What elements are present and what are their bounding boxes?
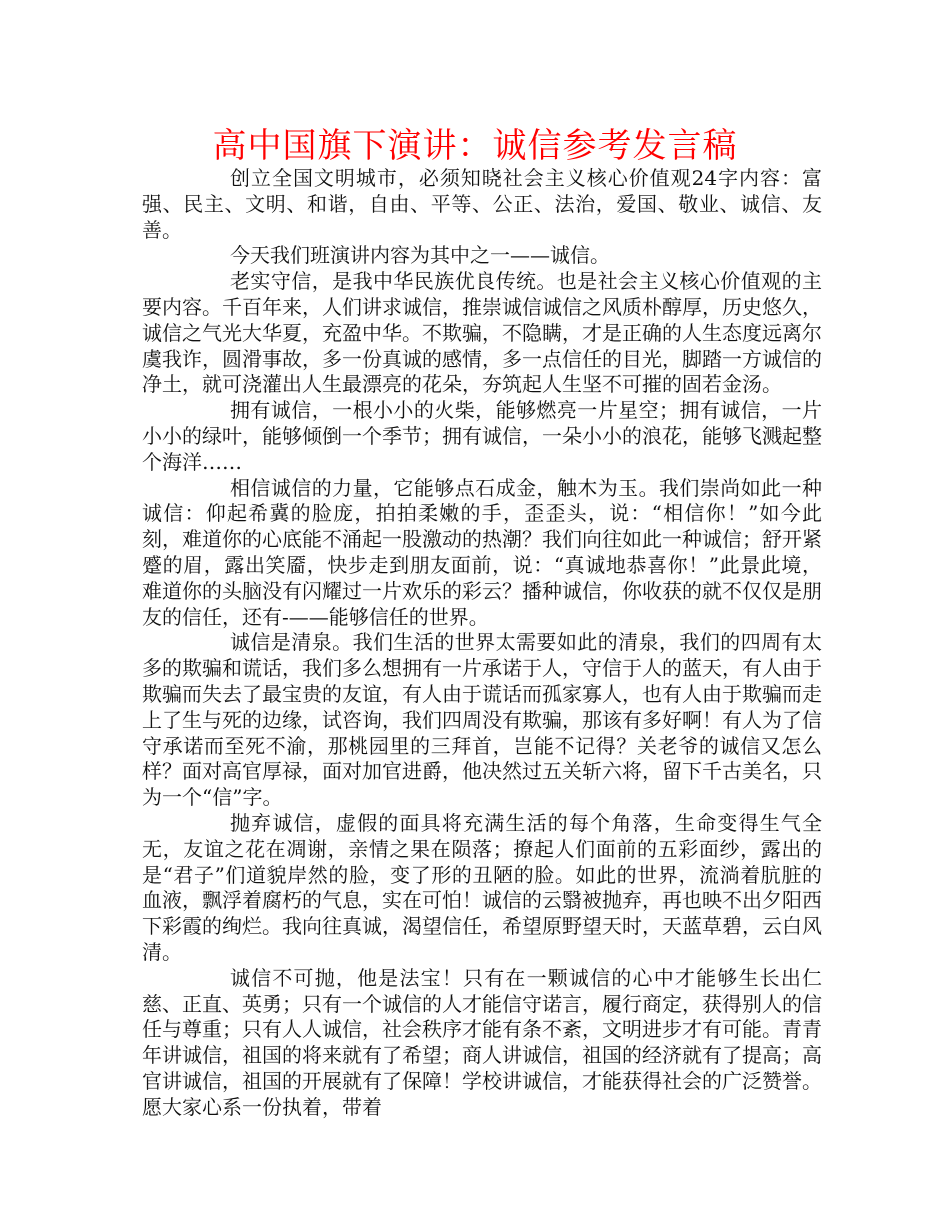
paragraph: 抛弃诚信，虚假的面具将充满生活的每个角落，生命变得生气全无，友谊之花在凋谢，亲情之果在陨落；撩起人们面前的五彩面纱，露出的是“君子”们道貌岸然的脸，变了形的丑陋的脸。如此的世界，流淌着肮脏的血液，飘浮着腐朽的气息，实在可怕！诚信的云翳被抛弃，再也映不出夕阳西下彩霞的绚烂。我向往真诚，渴望信任，希望原野望天时，天蓝草碧，云白风清。 (142, 810, 822, 964)
paragraph: 诚信不可抛，他是法宝！只有在一颗诚信的心中才能够生长出仁慈、正直、英勇；只有一个诚信的人才能信守诺言，履行商定，获得别人的信任与尊重；只有人人诚信，社会秩序才能有条不紊，文明进步才有可能。青青年讲诚信，祖国的将来就有了希望；商人讲诚信，祖国的经济就有了提高；高官讲诚信，祖国的开展就有了保障！学校讲诚信，才能获得社会的广泛赞誉。愿大家心系一份执着，带着 (142, 965, 822, 1119)
paragraph: 拥有诚信，一根小小的火柴，能够燃亮一片星空；拥有诚信，一片小小的绿叶，能够倾倒一个季节；拥有诚信，一朵小小的浪花，能够飞溅起整个海洋…… (142, 398, 822, 474)
paragraph: 相信诚信的力量，它能够点石成金，触木为玉。我们崇尚如此一种诚信：仰起希冀的脸庞，拍拍柔嫩的手，歪歪头，说：“相信你！”如今此刻，难道你的心底能不涌起一股激动的热潮？我们向往如此一种诚信；舒开紧蹙的眉，露出笑靥，快步走到朋友面前，说：“真诚地恭喜你！”此景此境，难道你的头脑没有闪耀过一片欢乐的彩云？播种诚信，你收获的就不仅仅是朋友的信任，还有-——能够信任的世界。 (142, 475, 822, 629)
page-title: 高中国旗下演讲：诚信参考发言稿 (212, 126, 738, 166)
paragraph: 老实守信，是我中华民族优良传统。也是社会主义核心价值观的主要内容。千百年来，人们讲求诚信，推崇诚信诚信之风质朴醇厚，历史悠久，诚信之气光大华夏，充盈中华。不欺骗，不隐瞒，才是正确的人生态度远离尔虞我诈，圆滑事故，多一份真诚的感情，多一点信任的目光，脚踏一方诚信的净土，就可浇灌出人生最漂亮的花朵，夯筑起人生坚不可摧的固若金汤。 (142, 269, 822, 397)
paragraph: 诚信是清泉。我们生活的世界太需要如此的清泉，我们的四周有太多的欺骗和谎话，我们多么想拥有一片承诺于人，守信于人的蓝天，有人由于欺骗而失去了最宝贵的友谊，有人由于谎话而孤家寡人，也有人由于欺骗而走上了生与死的边缘，试咨询，我们四周没有欺骗，那该有多好啊！有人为了信守承诺而至死不渝，那桃园里的三拜首，岂能不记得？关老爷的诚信又怎么样？面对高官厚禄，面对加官进爵，他决然过五关斩六将，留下千古美名，只为一个“信”字。 (142, 630, 822, 810)
paragraph: 创立全国文明城市，必须知晓社会主义核心价值观24字内容：富强、民主、文明、和谐，自由、平等、公正、法治，爱国、敬业、诚信、友善。 (142, 166, 822, 242)
document-body (142, 166, 822, 1120)
paragraph: 今天我们班演讲内容为其中之一——诚信。 (230, 243, 610, 268)
